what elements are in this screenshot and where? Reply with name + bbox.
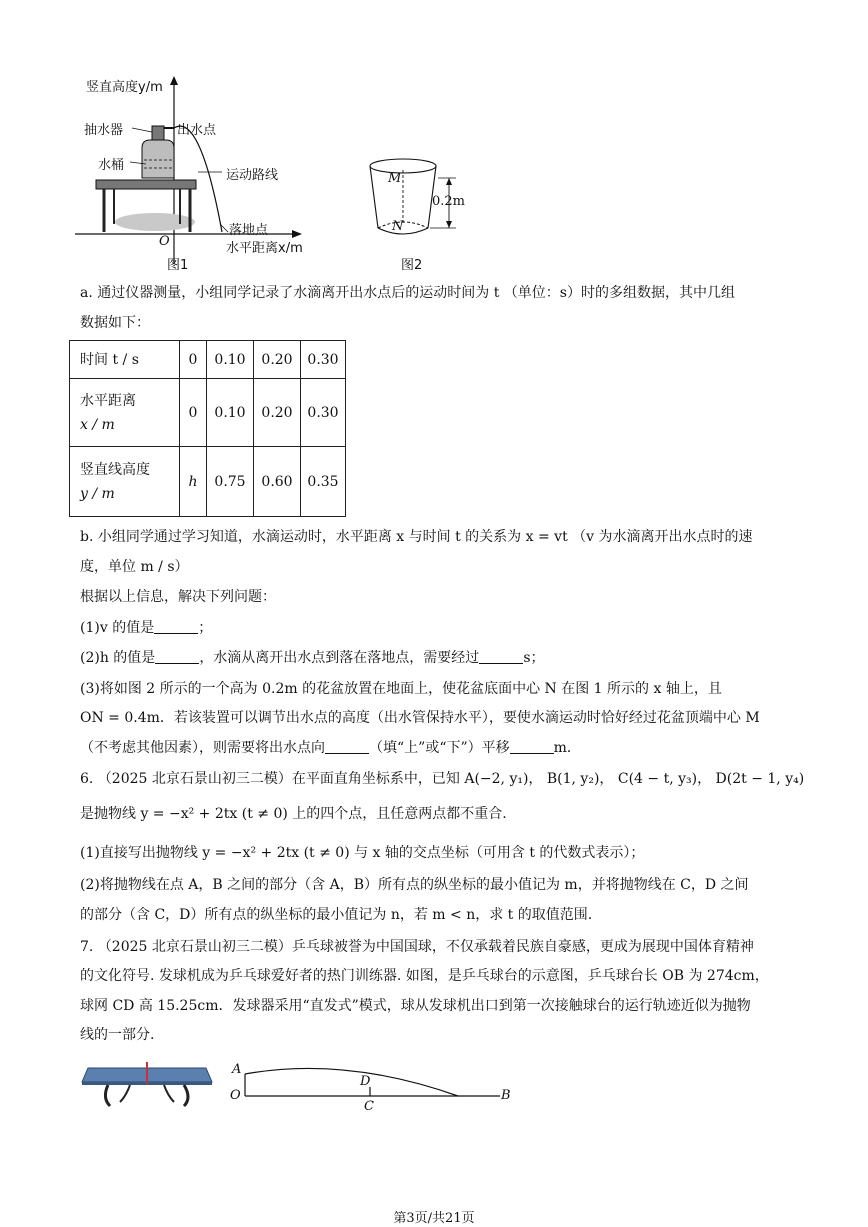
question-3-line-1: (3)将如图 2 所示的一个高为 0.2m 的花盆放置在地面上，使花盆底面中心 N 在图 1 所示的 x 轴上，且 [80,681,722,697]
pot-height-label: 0.2m [432,194,466,209]
point-c-label: C [364,1099,374,1114]
table-row [70,379,346,447]
bucket-label: 水桶 [98,158,125,173]
item-b-line-2: 度，单位 m / s） [80,559,189,575]
row-header: 水平距离 x / m [70,379,180,447]
path-label: 运动路线 [226,168,279,183]
problem-6-question-2-line-2: 的部分（含 C，D）所有点的纵坐标的最小值记为 n，若 m < n，求 t 的取值范围. [80,907,593,923]
landing-label: 落地点 [229,223,269,238]
table-cell: h [180,447,207,517]
table-shadow [115,213,195,231]
data-table [69,340,346,517]
row-header: 时间 t / s [70,341,180,379]
table-top [96,180,196,189]
question-1: (1)v 的值是 ； [80,620,213,636]
page-number: 第3页/共21页 [393,1211,475,1226]
item-a-line-2: 数据如下： [80,315,150,331]
item-b-line-1: b. 小组同学通过学习知道，水滴运动时，水平距离 x 与时间 t 的关系为 x = vt （v 为水滴离开出水点时的速 [80,529,753,545]
table-cell: 0.20 [254,341,301,379]
answer-blank [155,649,199,664]
row-header: 竖直线高度 y / m [70,447,180,517]
answer-blank [325,739,369,754]
table-cell: 0.35 [301,447,346,517]
question-2: (2)h 的值是 ，水滴从离开出水点到落在落地点，需要经过 s； [80,650,545,666]
pump-label: 抽水器 [84,123,124,138]
origin-label: O [159,234,170,249]
problem-6-question-1: (1)直接写出抛物线 y = −x² + 2tx (t ≠ 0) 与 x 轴的交点坐标（可用含 t 的代数式表示）； [80,845,645,861]
point-m-label: M [388,171,402,186]
y-axis-arrow [170,76,178,85]
table-row [70,447,346,517]
table-cell: 0.30 [301,379,346,447]
point-d-label: D [360,1074,371,1089]
table-cell: 0.20 [254,379,301,447]
problem-6-line-1: 6. （2025 北京石景山初三二模）在平面直角坐标系中，已知 A(−2, y₁)， B(1, y₂)， C(4 − t, y₃)， D(2t − 1, y₄) [80,771,805,787]
answer-blank [479,649,523,664]
answer-blank [510,739,554,754]
x-axis-label: 水平距离x/m [226,241,303,256]
ball-trajectory [245,1068,458,1096]
point-n-label: N [392,219,404,234]
item-a-line-1: a. 通过仪器测量，小组同学记录了水滴离开出水点后的运动时间为 t （单位：s）时的多组数据，其中几组 [80,285,735,301]
point-b-label: B [501,1088,511,1103]
table-cell: 0 [180,341,207,379]
problem-7-line-3: 球网 CD 高 15.25cm．发球器采用“直发式”模式，球从发球机出口到第一次接触球台的运行轨迹近似为抛物 [80,998,751,1014]
question-3-line-2: ON = 0.4m．若该装置可以调节出水点的高度（出水管保持水平），要使水滴运动时恰好经过花盆顶端中心 M [80,710,760,726]
table-cell: 0.75 [207,447,254,517]
table-cell: 0.60 [254,447,301,517]
figure-1-caption: 图1 [167,258,189,273]
table-cell: 0.30 [301,341,346,379]
figure-2-caption: 图2 [401,258,423,273]
point-o-label: O [230,1088,241,1103]
table-cell: 0.10 [207,341,254,379]
problem-7-line-4: 线的一部分. [80,1027,155,1043]
problem-7-line-1: 7. （2025 北京石景山初三二模）乒乓球被誉为中国国球，不仅承载着民族自豪感，更成为展现中国体育精神 [80,939,754,955]
table-cell: 0.10 [207,379,254,447]
question-3-line-3: （不考虑其他因素），则需要将出水点向 （填“上”或“下”）平移 m． [80,740,581,756]
problem-6-question-2-line-1: (2)将抛物线在点 A，B 之间的部分（含 A，B）所有点的纵坐标的最小值记为 m，并将抛物线在 C，D 之间 [80,877,749,893]
point-a-label: A [232,1062,242,1077]
outlet-label: 出水点 [177,123,217,138]
problem-7-line-2: 的文化符号. 发球机成为乒乓球爱好者的热门训练器. 如图，是乒乓球台的示意图，乒乓球台长 OB 为 274cm， [80,968,769,984]
answer-blank [154,619,198,634]
water-bucket [142,140,174,178]
pump [152,126,164,140]
ping-pong-table-image [80,1062,215,1112]
problem-6-line-2: 是抛物线 y = −x² + 2tx (t ≠ 0) 上的四个点，且任意两点都不重合. [80,806,507,822]
solve-intro: 根据以上信息，解决下列问题： [80,589,276,605]
table-row [70,341,346,379]
table-cell: 0 [180,379,207,447]
y-axis-label: 竖直高度y/m [86,80,163,95]
